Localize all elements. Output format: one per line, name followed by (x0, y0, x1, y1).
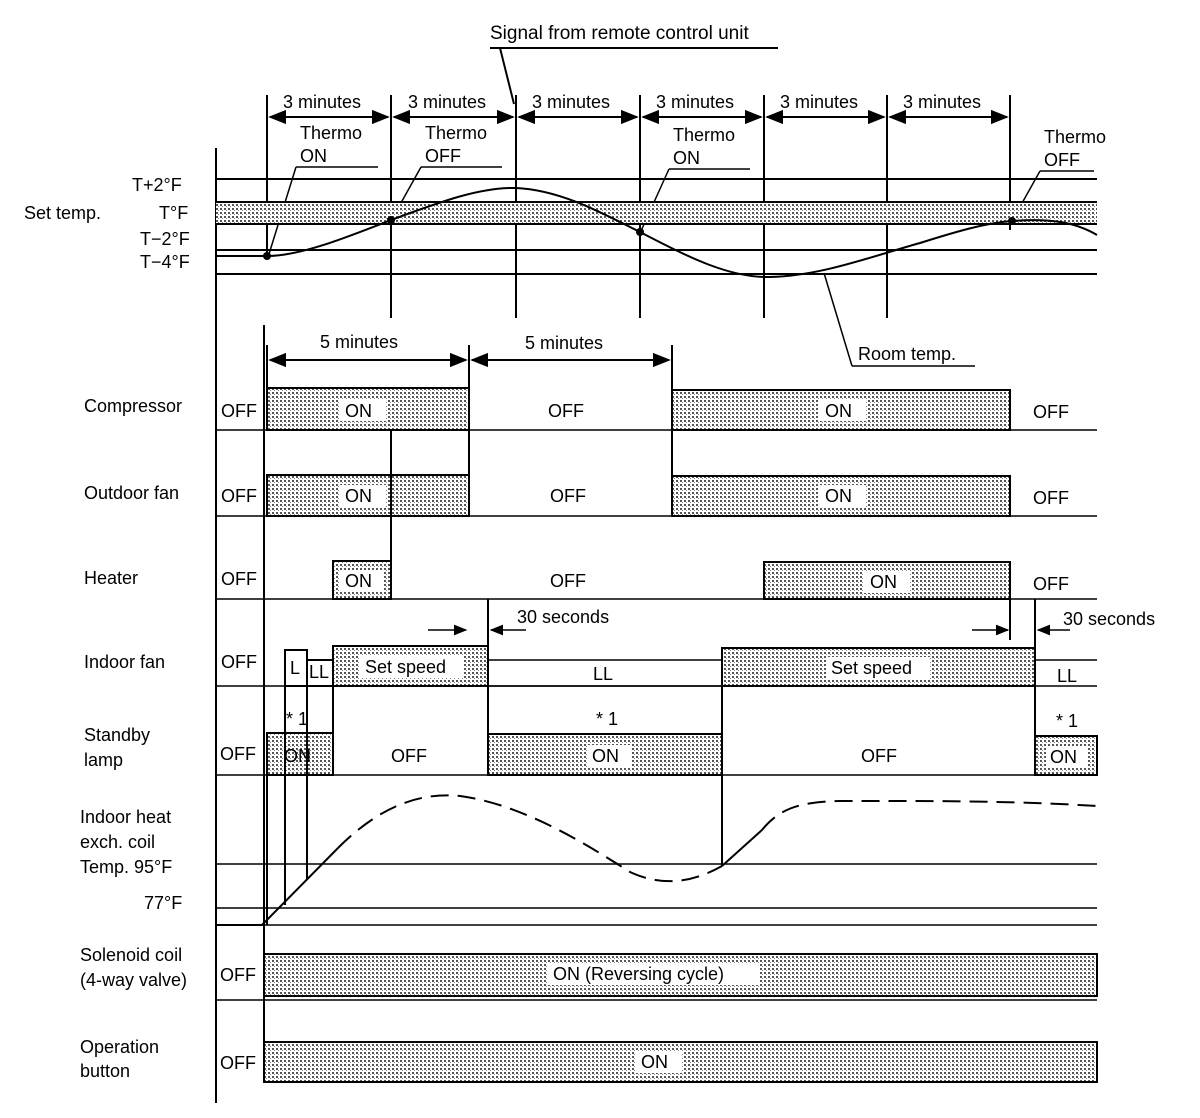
row-label: Temp. 95°F (80, 857, 173, 877)
row-label: Indoor fan (84, 652, 166, 672)
state-label: LL (1057, 666, 1078, 686)
state-label: LL (593, 664, 614, 684)
thermo-label: Thermo (300, 123, 363, 143)
state-label: ON (345, 571, 372, 591)
coil-curve-solid (722, 830, 762, 866)
row-label: Operation (80, 1037, 160, 1057)
state-label: ON (Reversing cycle) (553, 964, 725, 984)
state-label: OFF (861, 746, 897, 766)
compressor-row (84, 388, 1069, 430)
thermo-point (263, 252, 271, 260)
row-label: Outdoor fan (84, 483, 180, 503)
interval-label: 3 minutes (532, 92, 611, 112)
row-label: Indoor heat (80, 807, 172, 827)
state-label: OFF (548, 401, 584, 421)
state-label: OFF (221, 652, 257, 672)
state-label: Set speed (365, 657, 447, 677)
temp-level-label: T°F (159, 203, 189, 223)
diagram-title: Signal from remote control unit (490, 23, 749, 44)
state-label: ON (592, 746, 619, 766)
state-label: ON (870, 572, 897, 592)
temp-level-label: T−2°F (140, 229, 190, 249)
indoor-fan-row (84, 599, 1155, 686)
row-label: button (80, 1061, 131, 1081)
interval-label: 30 seconds (517, 607, 610, 627)
interval-label: 5 minutes (525, 333, 604, 353)
operation-row (80, 1037, 1097, 1082)
temp-level-label: T−4°F (140, 252, 190, 272)
thermo-point (387, 216, 395, 224)
thermo-label: Thermo (1044, 127, 1107, 147)
state-label: Set speed (831, 658, 913, 678)
room-temp-label: Room temp. (858, 344, 957, 364)
note-label: * 1 (1056, 711, 1079, 731)
coil-curve-dashed (762, 801, 1097, 830)
interval-label: 3 minutes (780, 92, 859, 112)
thermo-label: OFF (425, 146, 461, 166)
temp-level-label: T+2°F (132, 175, 182, 195)
row-label: (4-way valve) (80, 970, 188, 990)
coil-curve-solid (216, 848, 338, 925)
state-label: OFF (550, 571, 586, 591)
thermo-point (1008, 217, 1016, 225)
state-label: ON (345, 486, 372, 506)
row-label: Standby (84, 725, 151, 745)
thermo-label: OFF (1044, 150, 1080, 170)
thermo-labels (269, 123, 1106, 254)
state-label: ON (345, 401, 372, 421)
five-minute-intervals (267, 332, 672, 390)
row-label: Solenoid coil (80, 945, 183, 965)
interval-label: 3 minutes (283, 92, 362, 112)
interval-label: 3 minutes (903, 92, 982, 112)
interval-label: 30 seconds (1063, 609, 1156, 629)
set-temp-title: Set temp. (24, 203, 102, 223)
outdoor-fan-row (84, 475, 1069, 516)
thermo-point (636, 228, 644, 236)
note-label: * 1 (596, 709, 619, 729)
state-label: OFF (1033, 402, 1069, 422)
thermo-label: ON (300, 146, 327, 166)
state-label: ON (825, 486, 852, 506)
state-label: ON (284, 746, 311, 766)
interval-label: 3 minutes (656, 92, 735, 112)
state-label: OFF (220, 1053, 256, 1073)
state-label: OFF (221, 486, 257, 506)
heater-row (84, 561, 1069, 599)
state-label: ON (825, 401, 852, 421)
interval-label: 3 minutes (408, 92, 487, 112)
row-label: Heater (84, 568, 139, 588)
thermo-label: ON (673, 148, 700, 168)
thermo-label: Thermo (673, 125, 736, 145)
state-label: OFF (221, 401, 257, 421)
row-label: lamp (84, 750, 124, 770)
state-label: ON (641, 1052, 668, 1072)
solenoid-row (80, 945, 1097, 996)
thermo-label: Thermo (425, 123, 488, 143)
row-label: exch. coil (80, 832, 156, 852)
state-label: ON (1050, 747, 1077, 767)
note-label: * 1 (286, 709, 309, 729)
set-temp-band (216, 202, 1097, 224)
state-label: OFF (220, 965, 256, 985)
state-label: OFF (391, 746, 427, 766)
state-label: OFF (220, 744, 256, 764)
state-label: LL (309, 662, 330, 682)
state-label: OFF (1033, 574, 1069, 594)
state-label: L (290, 658, 301, 678)
row-label: Compressor (84, 396, 183, 416)
title-leader (500, 48, 514, 104)
room-temp-leader (824, 273, 852, 366)
interval-label: 5 minutes (320, 332, 399, 352)
state-label: OFF (550, 486, 586, 506)
state-label: OFF (1033, 488, 1069, 508)
state-label: OFF (221, 569, 257, 589)
coil-level-label: 77°F (144, 893, 183, 913)
coil-curve-dashed (338, 795, 722, 881)
